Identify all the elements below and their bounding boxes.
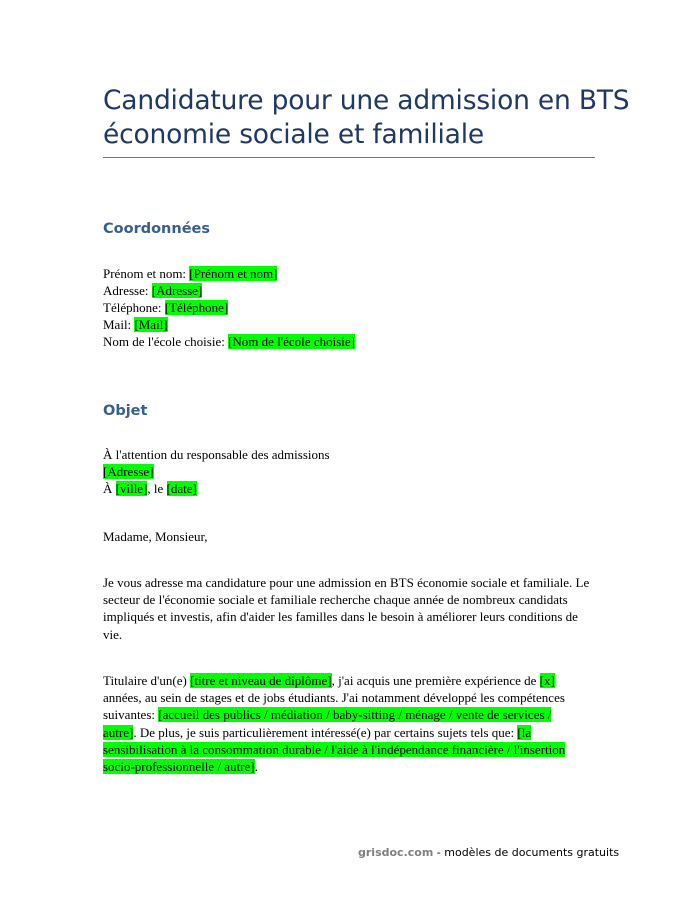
- salutation: Madame, Monsieur,: [103, 529, 208, 544]
- recipient-block: [103, 446, 330, 497]
- text-span: , j'ai acquis une première expérience de: [331, 673, 540, 688]
- name-label: Prénom et nom:: [103, 266, 190, 281]
- name-line: [103, 265, 355, 282]
- address-placeholder: [Adresse]: [151, 283, 203, 298]
- date-placeholder: [date]: [166, 481, 197, 496]
- years-placeholder: [x]: [539, 673, 555, 688]
- recipient-address-line: [103, 463, 330, 480]
- experience-line-2: années, au sein de stages et de jobs étudiants. J'ai notamment développé les compétences: [103, 690, 565, 706]
- school-label: Nom de l'école choisie:: [103, 334, 229, 349]
- footer-site-link[interactable]: grisdoc.com: [358, 846, 434, 859]
- topics-placeholder-end: socio-professionnelle / autre]: [103, 759, 255, 775]
- mail-placeholder: [Mail]: [134, 317, 168, 332]
- text-span: Titulaire d'un(e): [103, 673, 191, 688]
- name-placeholder: [Prénom et nom]: [189, 266, 278, 281]
- topics-placeholder-mid: sensibilisation à la consommation durable / l'aide à l'indépendance financière / l'insertion: [103, 741, 566, 757]
- skills-placeholder-end: autre]: [103, 724, 134, 740]
- text-span: suivantes:: [103, 707, 159, 723]
- footer-text: - modèles de documents gratuits: [433, 846, 620, 859]
- mail-line: [103, 316, 355, 333]
- heading-coordonnees: Coordonnées: [103, 221, 211, 237]
- school-line: [103, 333, 355, 350]
- intro-line-1: Je vous adresse ma candidature pour une admission en BTS économie sociale et familiale. Le: [103, 575, 590, 590]
- date-connector: , le: [147, 481, 167, 496]
- school-placeholder: [Nom de l'école choisie]: [228, 334, 355, 349]
- address-line: [103, 282, 355, 299]
- experience-line-5: [103, 741, 595, 758]
- experience-line-6: [103, 758, 595, 775]
- heading-objet: Objet: [103, 403, 148, 419]
- contact-block: [103, 265, 355, 350]
- intro-line-2: secteur de l'économie sociale et familiale recherche chaque année de nombreux candidats: [103, 592, 568, 608]
- place-prefix: À: [103, 481, 116, 496]
- phone-label: Téléphone:: [103, 300, 165, 315]
- document-page: [103, 0, 630, 900]
- topics-placeholder: [la: [517, 724, 532, 740]
- place-date-line: [103, 480, 330, 497]
- mail-label: Mail:: [103, 317, 135, 332]
- paragraph-experience: [103, 672, 595, 775]
- attention-line: À l'attention du responsable des admissions: [103, 447, 330, 462]
- diploma-placeholder: [titre et niveau de diplôme]: [190, 673, 332, 688]
- intro-line-4: vie.: [103, 626, 123, 642]
- experience-line-3: [103, 706, 595, 723]
- recipient-address-placeholder: [Adresse]: [103, 464, 154, 479]
- title-line-2: économie sociale et familiale: [103, 119, 484, 150]
- intro-line-3: impliqués et investis, afin d'aider les familles dans le besoin à améliorer leurs conditions de: [103, 609, 578, 625]
- paragraph-intro: [103, 574, 595, 643]
- address-label: Adresse:: [103, 283, 152, 298]
- experience-line-1: [103, 672, 595, 689]
- page-footer: [358, 846, 620, 859]
- text-span: . De plus, je suis particulièrement intéressé(e) par certains sujets tels que:: [133, 724, 518, 740]
- skills-placeholder: [accueil des publics / médiation / baby-sitting / ménage / vente de services /: [158, 707, 552, 723]
- phone-placeholder: [Téléphone]: [164, 300, 229, 315]
- title-line-1: Candidature pour une admission en BTS: [103, 85, 630, 116]
- text-span: .: [254, 759, 258, 775]
- experience-line-4: [103, 724, 595, 741]
- city-placeholder: [ville]: [115, 481, 148, 496]
- document-title: [103, 84, 630, 152]
- phone-line: [103, 299, 355, 316]
- title-divider: [103, 157, 595, 158]
